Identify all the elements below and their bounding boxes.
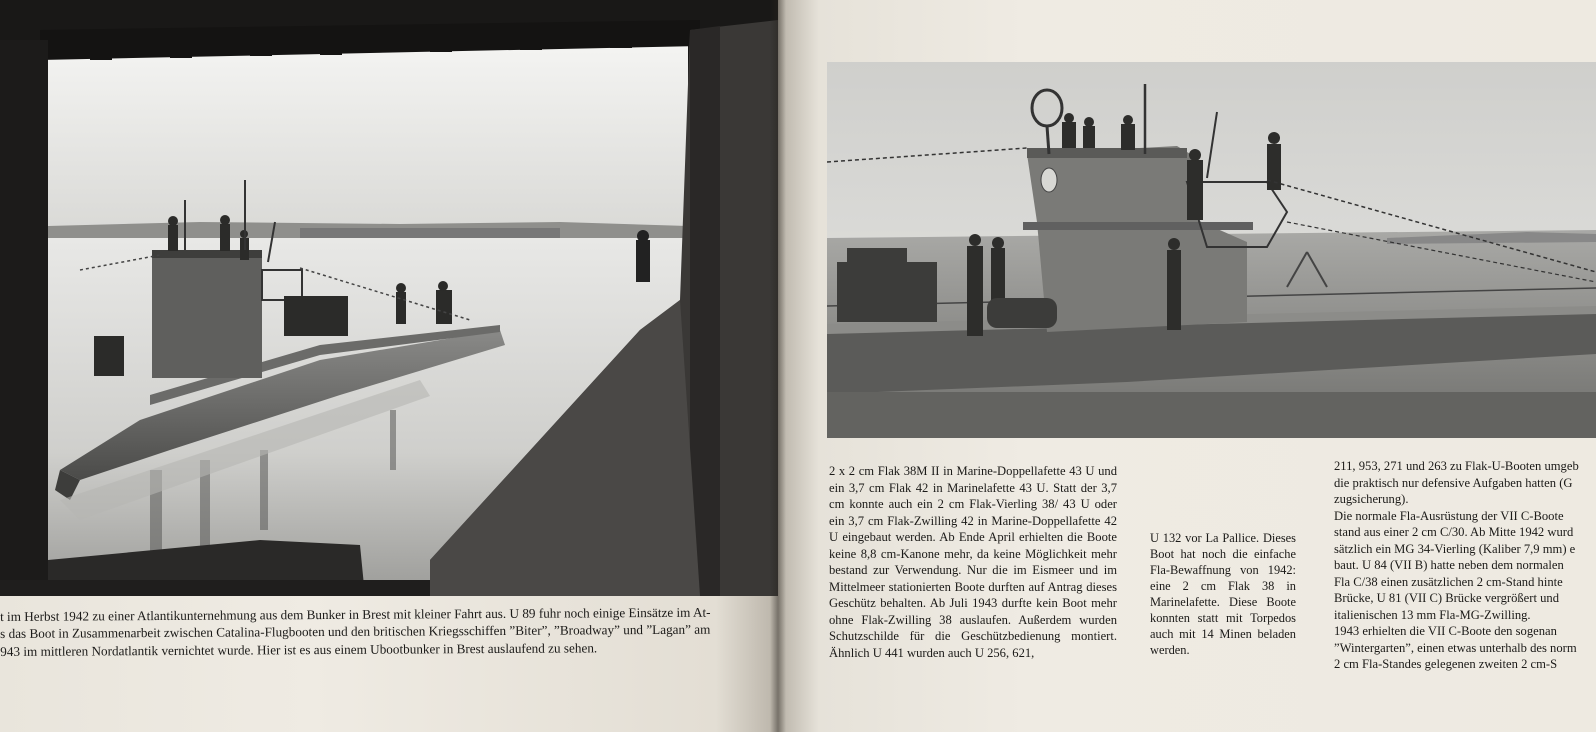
left-photo-caption (0, 603, 760, 660)
text-column-1 (829, 463, 1117, 661)
text-column-3 (1334, 458, 1596, 673)
book-gutter (770, 0, 786, 732)
text-line: Fla C/38 einen zusätzlichen 2 cm-Stand hinte (1334, 574, 1563, 589)
text-line: die praktisch nur defensive Aufgaben hatten (G (1334, 475, 1573, 490)
caption-line: s das Boot in Zusammenarbeit zwischen Catalina-Flugbooten und den britischen Kriegsschiffen ”Biter”, ”Broadway” und ”Lagan” am (0, 622, 711, 642)
text-line: sätzlich ein MG 34-Vierling (Kaliber 7,9 mm) e (1334, 541, 1576, 556)
paragraph: 2 x 2 cm Flak 38M II in Marine-Doppellafette 43 U und ein 3,7 cm Flak 42 in Marinelafette 43 U. Statt der 3,7 cm konnte auch ein 2 cm Flak-Vierling 38/ 43 U oder ein 3,7 cm Flak-Zwilling 42 in Marine-Doppellafette 42 U eingebaut werden. Ab Ende April erhielten die Boote keine 8,8 cm-Kanone mehr, da keine Möglichkeit mehr bestand zur Verwendung. Nur die im Eismeer und im Mittelmeer stationierten Boote durften auf Antrag dieses Geschütz behalten. Ab Juli 1943 durfte kein Boot mehr ohne Flak-Zwilling 38 auslaufen. Außerdem wurden Schutzschilde für die Geschützbedienung montiert. Ähnlich U 441 wurden auch U 256, 621, (829, 464, 1117, 660)
text-line: Brücke, U 81 (VII C) Brücke vergrößert und (1334, 591, 1559, 605)
photo-caption-right (1150, 530, 1296, 658)
photo-uboat-conning-tower (827, 62, 1596, 438)
text-line: italienischen 13 mm Fla-MG-Zwilling. (1334, 607, 1531, 622)
text-line: 211, 953, 271 und 263 zu Flak-U-Booten umgeb (1334, 459, 1579, 473)
text-line: baut. U 84 (VII B) hatte neben dem normalen (1334, 558, 1564, 572)
text-line: zugsicherung). (1334, 492, 1409, 506)
left-page (0, 0, 778, 732)
conning-tower-photo-illustration (827, 62, 1596, 438)
caption-line: 943 im mittleren Nordatlantik vernichtet wurde. Hier ist es aus einem Ubootbunker in Brest auslaufend zu sehen. (0, 640, 598, 659)
caption-line: t im Herbst 1942 zu einer Atlantikunternehmung aus dem Bunker in Brest mit kleiner Fahrt aus. U 89 fuhr noch einige Einsätze im At- (0, 604, 711, 624)
paragraph: U 132 vor La Pallice. Dieses Boot hat noch die einfache Fla-Bewaffnung von 1942: eine 2 cm Flak 38 in Marinelafette. Diese Boote konnten statt mit Torpedos auch mit 14 Minen beladen werden. (1150, 531, 1296, 657)
text-line: ”Wintergarten”, einen etwas unterhalb des norm (1334, 640, 1577, 655)
text-line: 2 cm Fla-Standes gelegenen zweiten 2 cm-S (1334, 657, 1558, 671)
bunker-photo-illustration (0, 0, 778, 596)
text-line: 1943 erhielten die VII C-Boote den sogenan (1334, 624, 1557, 638)
text-line: Die normale Fla-Ausrüstung der VII C-Boote (1334, 508, 1564, 523)
photo-uboat-leaving-bunker (0, 0, 778, 596)
text-line: stand aus einer 2 cm C/30. Ab Mitte 1942 wurd (1334, 525, 1574, 539)
